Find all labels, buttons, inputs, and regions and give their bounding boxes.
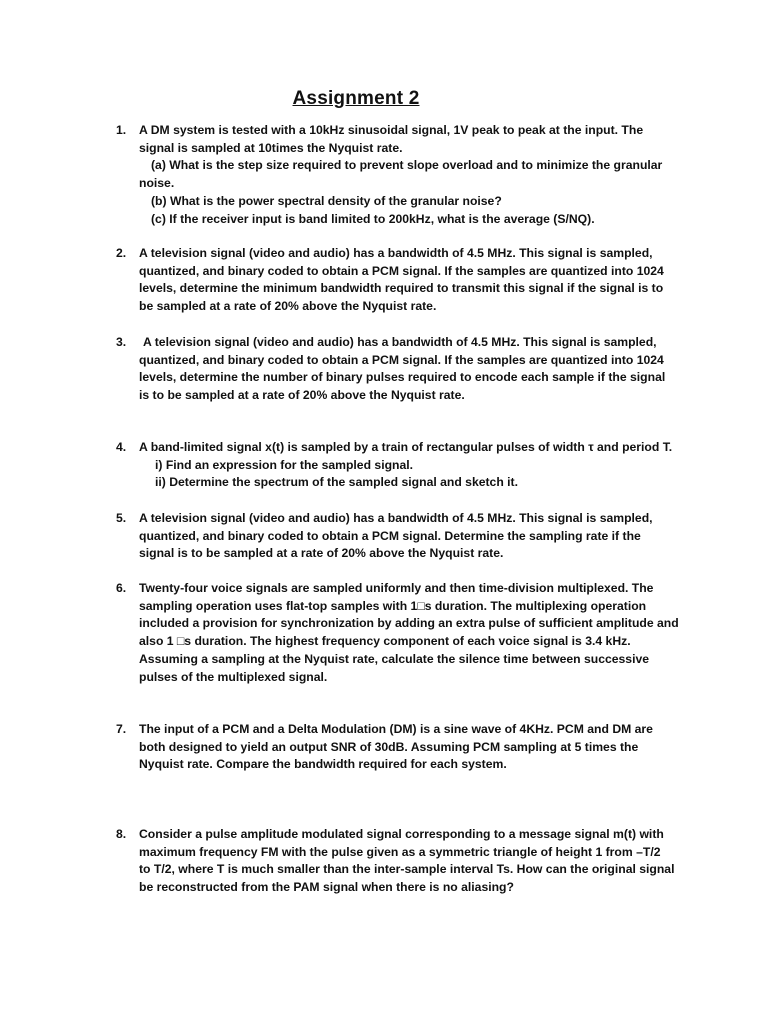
question-line: signal is sampled at 10times the Nyquist rate.	[139, 140, 403, 155]
question-line: A television signal (video and audio) has a bandwidth of 4.5 MHz. This signal is sampled,	[139, 246, 653, 260]
question-line: levels, determine the number of binary pulses required to encode each sample if the signal	[139, 370, 666, 385]
question-7	[116, 721, 676, 774]
question-line: Assuming a sampling at the Nyquist rate, calculate the silence time between successive	[139, 651, 650, 666]
question-number: 2.	[116, 246, 127, 260]
question-line: also 1 □s duration. The highest frequency component of each voice signal is 3.4 kHz.	[139, 634, 631, 649]
question-line: quantized, and binary coded to obtain a PCM signal. If the samples are quantized into 1024	[139, 352, 664, 367]
question-line: levels, determine the minimum bandwidth required to transmit this signal if the signal is to	[139, 281, 664, 296]
question-4	[116, 439, 676, 492]
sub-question-ii: ii) Determine the spectrum of the sampled signal and sketch it.	[155, 475, 519, 490]
question-line: A television signal (video and audio) has a bandwidth of 4.5 MHz. This signal is sampled,	[139, 511, 653, 525]
question-3	[116, 334, 676, 405]
question-line: quantized, and binary coded to obtain a PCM signal. Determine the sampling rate if the	[139, 528, 641, 543]
question-line: pulses of the multiplexed signal.	[139, 669, 328, 684]
question-line: included a provision for synchronization by adding an extra pulse of sufficient amplitude and	[139, 616, 679, 631]
page-title: Assignment 2	[292, 88, 420, 109]
question-line: Consider a pulse amplitude modulated signal corresponding to a message signal m(t) with	[139, 827, 664, 841]
question-number: 6.	[116, 581, 127, 595]
sub-question-c: (c) If the receiver input is band limited to 200kHz, what is the average (S/NQ).	[151, 211, 595, 226]
question-number: 8.	[116, 827, 127, 841]
question-8	[116, 826, 676, 897]
question-number: 4.	[116, 440, 127, 454]
question-line: sampling operation uses flat-top samples with 1□s duration. The multiplexing operation	[139, 598, 647, 613]
question-5	[116, 510, 676, 563]
sub-question-a: (a) What is the step size required to prevent slope overload and to minimize the granular	[151, 158, 663, 173]
question-line: quantized, and binary coded to obtain a PCM signal. If the samples are quantized into 1024	[139, 263, 664, 278]
question-line: be sampled at a rate of 20% above the Nyquist rate.	[139, 299, 437, 314]
question-line: noise.	[139, 176, 175, 191]
question-number: 1.	[116, 123, 127, 137]
question-line: is to be sampled at a rate of 20% above the Nyquist rate.	[139, 388, 465, 403]
question-1	[116, 122, 676, 228]
question-line: A television signal (video and audio) has a bandwidth of 4.5 MHz. This signal is sampled,	[143, 335, 657, 349]
question-line: A DM system is tested with a 10kHz sinusoidal signal, 1V peak to peak at the input. The	[139, 123, 644, 137]
question-2	[116, 245, 676, 316]
question-number: 5.	[116, 511, 127, 525]
question-line: A band-limited signal x(t) is sampled by a train of rectangular pulses of width τ and period T.	[139, 440, 673, 454]
question-6	[116, 580, 679, 686]
question-number: 3.	[116, 335, 127, 349]
question-line: Twenty-four voice signals are sampled uniformly and then time-division multiplexed. The	[139, 581, 654, 595]
question-line: be reconstructed from the PAM signal when there is no aliasing?	[139, 880, 514, 895]
sub-question-i: i) Find an expression for the sampled signal.	[155, 457, 414, 472]
question-line: both designed to yield an output SNR of 30dB. Assuming PCM sampling at 5 times the	[139, 739, 639, 754]
question-number: 7.	[116, 722, 127, 736]
question-line: The input of a PCM and a Delta Modulation (DM) is a sine wave of 4KHz. PCM and DM are	[139, 722, 653, 736]
sub-question-b: (b) What is the power spectral density of the granular noise?	[151, 193, 502, 208]
question-line: to T/2, where T is much smaller than the inter-sample interval Ts. How can the original signal	[139, 862, 675, 877]
question-line: maximum frequency FM with the pulse given as a symmetric triangle of height 1 from –T/2	[139, 844, 661, 859]
question-line: Nyquist rate. Compare the bandwidth required for each system.	[139, 757, 507, 772]
question-line: signal is to be sampled at a rate of 20% above the Nyquist rate.	[139, 546, 504, 561]
